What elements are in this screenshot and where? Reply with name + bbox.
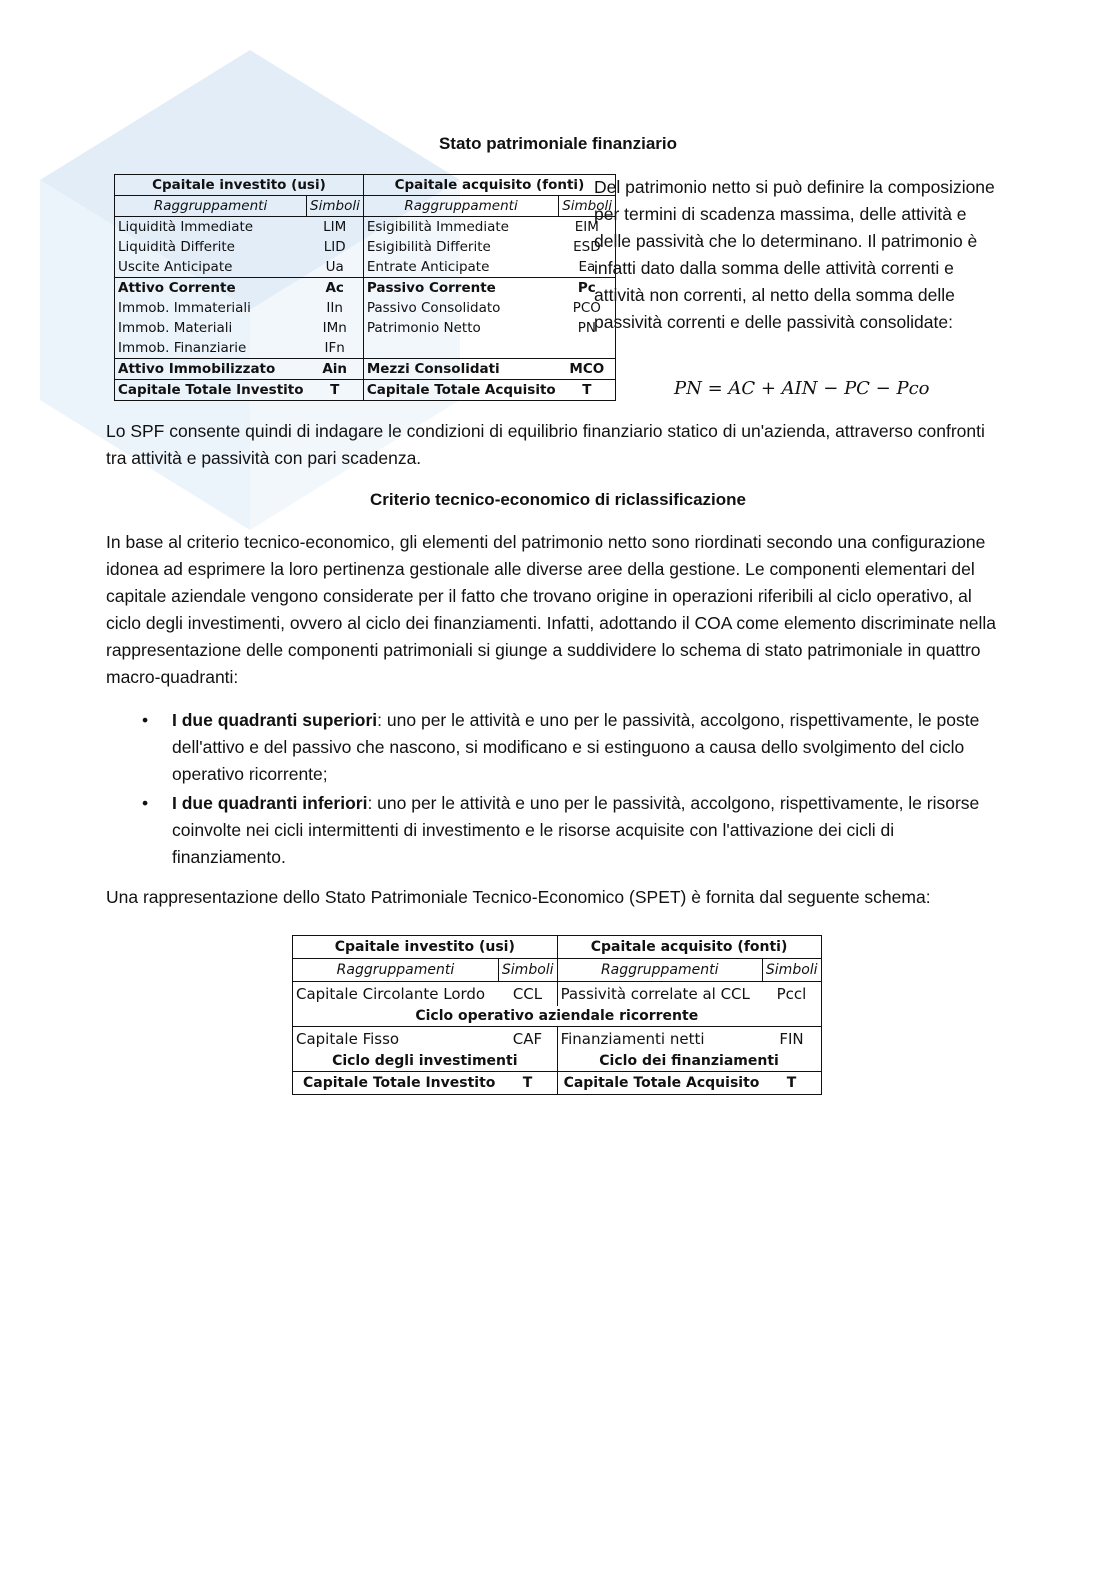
row-label: Liquidità Immediate [115,217,307,238]
table-row [293,982,822,1007]
row-label: Passività correlate al CCL [557,982,762,1007]
pn-formula: PN = AC + AIN − PC − Pco [674,378,930,399]
list-item [106,707,1006,788]
spf-table [114,174,616,401]
row-symbol: T [762,1072,821,1095]
table-row-total [115,380,616,401]
table-row [115,217,616,238]
row-symbol: LIM [307,217,364,238]
row-symbol: T [498,1072,557,1095]
cycle-finanziamenti-label: Ciclo dei finanziamenti [557,1051,821,1072]
cycle-investimenti-label: Ciclo degli investimenti [332,1053,518,1069]
row-symbol [559,338,616,359]
row-label: Uscite Anticipate [118,259,233,275]
cycle-operativo-label: Ciclo operativo aziendale ricorrente [415,1008,699,1024]
row-label: Capitale Totale Investito [115,380,307,401]
bullet-list [106,707,1006,873]
row-symbol: Ac [307,278,364,299]
row-label: Immob. Finanziarie [118,340,247,356]
row-symbol: LID [323,239,346,255]
row-label: Esigibilità Immediate [363,217,558,238]
bullet-text: : uno per le attività e uno per le passività, accolgono, rispettivamente, le poste dell'attivo e del passivo che nascono, si modificano e si estinguono a causa dello svolgimento del ciclo operativo ricorrente; [172,710,980,784]
section-title-spf: Stato patrimoniale finanziario [438,134,678,153]
table-row [293,1027,822,1052]
subheader-simboli: Simboli [559,196,616,217]
row-label: Capitale Fisso [293,1027,499,1052]
spet-table [292,935,822,1095]
row-symbol: CAF [498,1027,557,1052]
table-row [115,278,616,299]
side-paragraph: Del patrimonio netto si può definire la composizione per termini di scadenza massima, delle attività e delle passività che lo determinano. Il patrimonio è infatti dato dalla somma delle attività correnti e attività non correnti, al netto della somma delle passività correnti e delle passività consolidate: [594,177,995,332]
row-label: Esigibilità Differite [363,237,558,257]
row-label: Passivo Corrente [363,278,558,299]
bullet-icon: • [142,710,149,730]
subheader-simboli: Simboli [498,959,557,982]
bullet-icon: • [142,793,149,813]
table-row [115,318,616,338]
row-symbol: ESD [573,239,601,255]
paragraph-spet: Una rappresentazione dello Stato Patrimoniale Tecnico-Economico (SPET) è fornita dal seguente schema: [106,887,931,907]
row-label: Entrate Anticipate [363,257,558,278]
row-label: Liquidità Differite [118,239,235,255]
row-label: Attivo Immobilizzato [115,359,307,380]
bullet-text: : uno per le attività e uno per le passività, accolgono, rispettivamente, le risorse coinvolte nei cicli intermittenti di investimento e le risorse acquisite con l'attivazione dei cicli di finanziamento. [172,793,980,867]
bullet-bold: I due quadranti inferiori [172,793,368,813]
paragraph-spf-equilibrium: Lo SPF consente quindi di indagare le condizioni di equilibrio finanziario statico di un'azienda, attraverso confronti tra attività e passività con pari scadenza. [106,421,985,468]
list-item [106,790,1006,871]
row-symbol: FIN [762,1027,821,1052]
table-row-total [293,1072,822,1095]
row-symbol: IFn [324,340,345,356]
row-symbol: Pccl [762,982,821,1007]
row-symbol: PN [577,320,596,336]
table-row [115,257,616,278]
header-capitale-investito: Cpaitale investito (usi) [334,939,515,955]
paragraph-criterio-intro: In base al criterio tecnico-economico, gli elementi del patrimonio netto sono riordinati secondo una configurazione idonea ad esprimere la loro pertinenza gestionale alle diverse aree della gestione. Le componenti elementari del capitale aziendale vengono considerate per il fatto che trovano origine in operazioni riferibili al ciclo operativo, al ciclo degli investimenti, ovvero al ciclo dei finanziamenti. Infatti, adottando il COA come elemento discriminate nella rappresentazione delle componenti patrimoniali si giunge a suddividere lo schema di stato patrimoniale in quattro macro-quadranti: [106,532,997,687]
row-label: Patrimonio Netto [363,318,558,338]
header-capitale-investito: Cpaitale investito (usi) [152,177,326,193]
row-label: Capitale Totale Investito [293,1072,499,1095]
row-label [363,338,558,359]
subheader-raggruppamenti: Raggruppamenti [557,959,762,982]
table-row [115,237,616,257]
row-symbol: CCL [498,982,557,1007]
subheader-raggruppamenti: Raggruppamenti [115,196,307,217]
row-symbol: T [559,380,616,401]
row-symbol: EIM [559,217,616,238]
row-symbol: MCO [559,359,616,380]
row-symbol: PCO [572,300,601,316]
row-label: Capitale Totale Acquisito [557,1072,762,1095]
row-symbol: Ea [578,259,596,275]
row-symbol: T [307,380,364,401]
row-label: Attivo Corrente [115,278,307,299]
table-row [115,359,616,380]
subheader-raggruppamenti: Raggruppamenti [363,196,558,217]
row-label: Capitale Circolante Lordo [293,982,499,1007]
row-label: Immob. Materiali [118,320,233,336]
row-symbol: Pc [559,278,616,299]
row-symbol: Ua [325,259,344,275]
row-label: Immob. Immateriali [118,300,251,316]
subheader-simboli: Simboli [307,196,364,217]
subheader-raggruppamenti: Raggruppamenti [293,959,499,982]
row-label: Finanziamenti netti [557,1027,762,1052]
row-label: Mezzi Consolidati [363,359,558,380]
table-row [115,338,616,359]
subheader-simboli: Simboli [762,959,821,982]
table-row [115,298,616,318]
row-symbol: Ain [307,359,364,380]
bullet-bold: I due quadranti superiori [172,710,378,730]
header-capitale-acquisito: Cpaitale acquisito (fonti) [557,936,821,959]
row-symbol: IIn [326,300,343,316]
row-label: Capitale Totale Acquisito [363,380,558,401]
row-label: Passivo Consolidato [363,298,558,318]
row-symbol: IMn [322,320,347,336]
section-title-criterio: Criterio tecnico-economico di riclassificazione [370,490,746,509]
header-capitale-acquisito: Cpaitale acquisito (fonti) [363,175,615,196]
